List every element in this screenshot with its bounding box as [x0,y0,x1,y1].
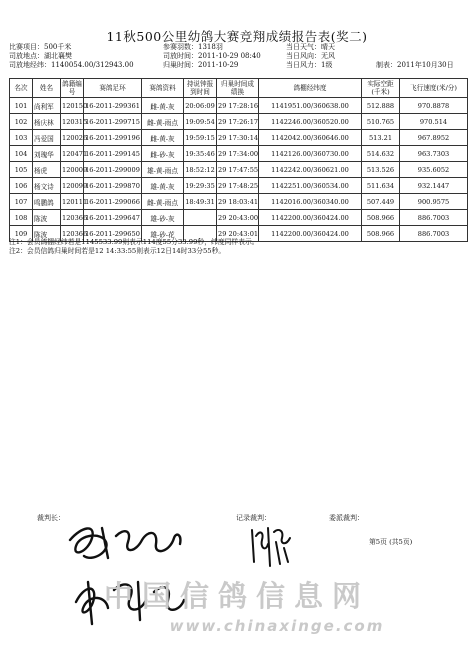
cell-coords: 1142200.00/360424.00 [259,226,362,242]
header-ring: 赛鸽足环 [84,79,142,98]
info-entries: 参赛羽数：1318羽 [163,43,223,51]
cell-ring: 16-2011-299870 [84,178,142,194]
cell-member-id: 120366 [61,226,84,242]
cell-name: 鸣鹏鸽 [33,194,61,210]
cell-rank: 105 [10,162,33,178]
cell-coords: 1142242.00/360621.00 [259,162,362,178]
cell-return-time: 29 17:34:00 [217,146,259,162]
cell-clock-time: 19:29:35 [184,178,217,194]
cell-ring: 16-2011-299647 [84,210,142,226]
info-wind-force: 当日风力：1级 [286,61,333,69]
cell-coords: 1142246.00/360520.00 [259,114,362,130]
cell-distance: 508.966 [362,210,400,226]
cell-bird-info: 雌-黄-灰 [142,98,184,114]
cell-distance: 511.634 [362,178,400,194]
cell-name: 冯爱国 [33,130,61,146]
cell-return-time: 29 18:03:41 [217,194,259,210]
cell-rank: 106 [10,178,33,194]
referee-chief-signature [62,518,192,568]
cell-clock-time: 18:52:12 [184,162,217,178]
cell-distance: 513.21 [362,130,400,146]
header-rank: 名次 [10,79,33,98]
table-row [10,146,468,162]
cell-member-id: 120150 [61,98,84,114]
cell-rank: 104 [10,146,33,162]
header-bird-info: 赛鸽资料 [142,79,184,98]
cell-coords: 1142126.00/360730.00 [259,146,362,162]
cell-name: 刘瑰华 [33,146,61,162]
table-row [10,130,468,146]
cell-ring: 16-2011-299066 [84,194,142,210]
cell-clock-time: 18:49:31 [184,194,217,210]
cell-member-id: 120009 [61,162,84,178]
cell-speed: 932.1447 [400,178,468,194]
cell-coords: 1142200.00/360424.00 [259,210,362,226]
cell-speed: 963.7303 [400,146,468,162]
info-wind-dir: 当日风向：无风 [286,52,335,60]
table-row [10,194,468,210]
info-release-coords: 司放地经纬：1140054.00/312943.00 [9,61,134,69]
notes [9,238,259,256]
cell-clock-time: 19:09:54 [184,114,217,130]
info-col-2 [163,43,261,70]
cell-member-id: 120315 [61,114,84,130]
cell-ring: 16-2011-299715 [84,114,142,130]
info-release-time: 司放时间：2011-10-29 08:40 [163,52,261,60]
header-name: 姓名 [33,79,61,98]
cell-bird-info: 雌-黄-灰 [142,130,184,146]
cell-ring: 16-2011-299145 [84,146,142,162]
cell-distance: 510.765 [362,114,400,130]
referee-chief-label: 裁判长： [37,514,65,522]
cell-speed: 970.514 [400,114,468,130]
cell-member-id: 120471 [61,146,84,162]
cell-speed: 886.7003 [400,226,468,242]
cell-name: 杨庆林 [33,114,61,130]
cell-bird-info: 雄-黄-灰 [142,178,184,194]
cell-member-id: 120366 [61,210,84,226]
cell-rank: 101 [10,98,33,114]
cell-ring: 16-2011-299196 [84,130,142,146]
cell-clock-time: 19:59:15 [184,130,217,146]
table-row [10,178,468,194]
cell-return-time: 29 17:30:14 [217,130,259,146]
cell-bird-info: 雌-黄-雨点 [142,114,184,130]
cell-ring: 16-2011-299650 [84,226,142,242]
header-distance: 实际空距(千米) [362,79,400,98]
report-title: 11秋500公里幼鸽大赛竞翔成绩报告表(奖二) [106,29,368,44]
info-col-1 [9,43,134,70]
cell-name: 陈波 [33,210,61,226]
cell-bird-info: 雄-黄-雨点 [142,162,184,178]
header-speed: 飞行速度(米/分) [400,79,468,98]
cell-speed: 900.9575 [400,194,468,210]
cell-rank: 103 [10,130,33,146]
table-row [10,210,468,226]
results-header [10,79,468,98]
recorder-signature [246,522,296,570]
info-release-site: 司放地点：湖北襄樊 [9,52,72,60]
watermark-url: www.chinaxinge.com [169,617,385,635]
cell-bird-info: 雌-黄-雨点 [142,194,184,210]
cell-speed: 886.7003 [400,210,468,226]
results-table [9,78,468,242]
cell-rank: 108 [10,210,33,226]
cell-member-id: 120026 [61,130,84,146]
cell-coords: 1142016.00/360340.00 [259,194,362,210]
cell-name: 陈波 [33,226,61,242]
assigned-referee-label: 委派裁判： [329,514,364,522]
info-weather: 当日天气：晴天 [286,43,335,51]
cell-return-time: 29 17:47:55 [217,162,259,178]
info-return-time: 归巢时间：2011-10-29 [163,61,239,69]
cell-return-time: 29 17:26:17 [217,114,259,130]
cell-distance: 507.449 [362,194,400,210]
page-number: 第5页 (共5页) [369,538,413,546]
cell-ring: 16-2011-299009 [84,162,142,178]
cell-return-time: 29 17:48:25 [217,178,259,194]
cell-member-id: 120099 [61,178,84,194]
table-row [10,162,468,178]
cell-rank: 107 [10,194,33,210]
cell-bird-info: 雌-砂-灰 [142,146,184,162]
cell-coords: 1142042.00/360646.00 [259,130,362,146]
cell-ring: 16-2011-299361 [84,98,142,114]
cell-clock-time: 19:35:46 [184,146,217,162]
cell-distance: 508.966 [362,226,400,242]
header-member-id: 鸽籍编号 [62,80,82,96]
cell-bird-info: 雄-砂-灰 [142,210,184,226]
cell-name: 杨虎 [33,162,61,178]
cell-member-id: 120111 [61,194,84,210]
cell-speed: 967.8952 [400,130,468,146]
table-row [10,114,468,130]
info-event: 比赛项目：500千米 [9,43,72,51]
recorder-label: 记录裁判： [236,514,271,522]
header-clock-time: 持说钟报到时间 [184,79,217,98]
cell-bird-info: 雄-砂-花 [142,226,184,242]
cell-name: 尚利军 [33,98,61,114]
cell-return-time: 29 17:28:16 [217,98,259,114]
cell-speed: 970.8878 [400,98,468,114]
cell-return-time: 29 20:43:00 [217,210,259,226]
cell-rank: 109 [10,226,33,242]
cell-return-time: 29 20:43:01 [217,226,259,242]
note-2: 注2：会员信鸽归巢时间若是12 14:33:55则表示12日14时33分55秒。 [9,247,226,255]
cell-rank: 102 [10,114,33,130]
note-1: 注1：会员鸽棚经纬若是1145533.99则表示114度55分33.99秒，纬度同样表示。 [9,238,259,246]
header-return-time: 归巢时间成绩换 [217,79,259,98]
cell-clock-time [184,210,217,226]
table-row [10,98,468,114]
cell-coords: 1142251.00/360534.00 [259,178,362,194]
cell-clock-time: 20:06:09 [184,98,217,114]
cell-distance: 514.632 [362,146,400,162]
header-coords: 鸽棚经纬度 [259,79,362,98]
cell-name: 杨文诗 [33,178,61,194]
cell-distance: 513.526 [362,162,400,178]
cell-coords: 1141951.00/360638.00 [259,98,362,114]
cell-speed: 935.6052 [400,162,468,178]
results-body [10,98,468,242]
watermark-cn: 中国信鸽信息网 [103,579,370,613]
cell-distance: 512.888 [362,98,400,114]
info-col-3 [286,43,335,70]
info-made-date: 制表：2011年10月30日 [376,61,454,69]
